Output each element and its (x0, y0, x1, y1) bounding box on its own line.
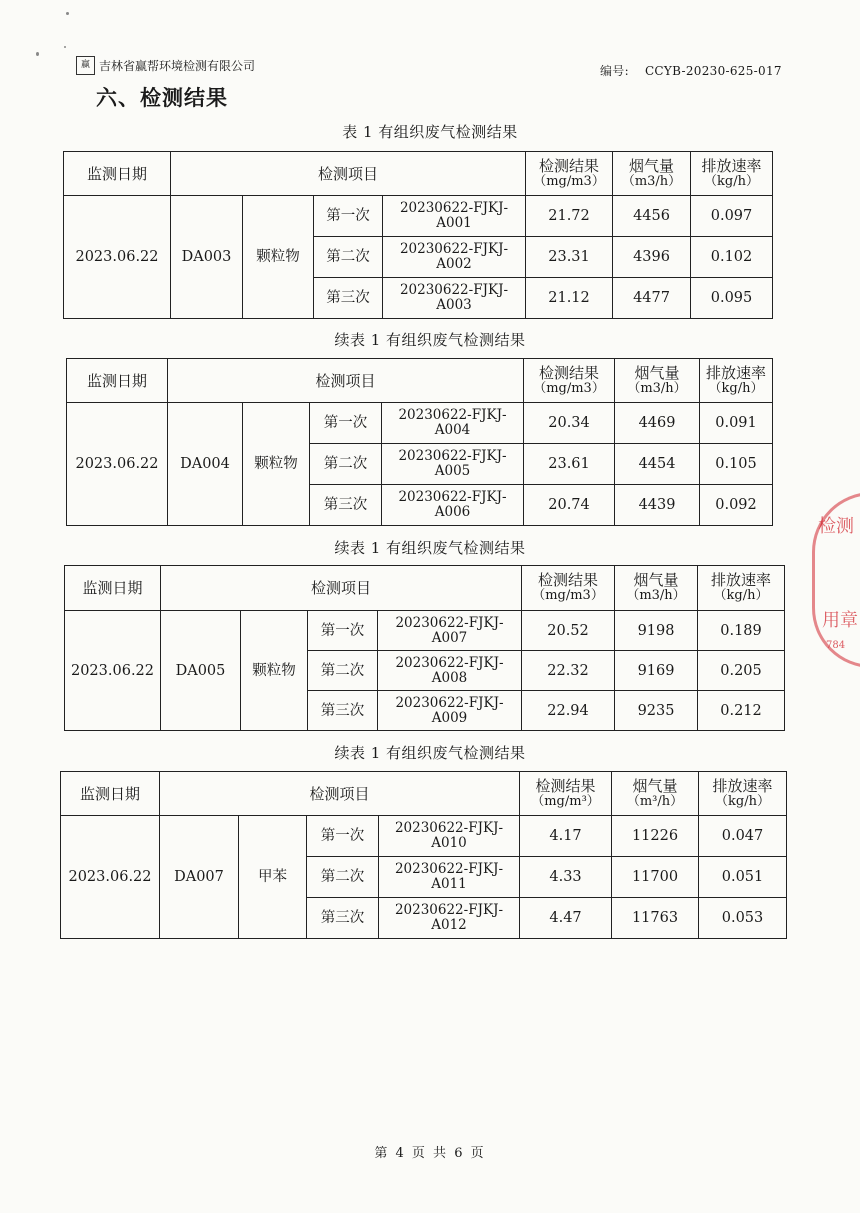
date-cell: 2023.06.22 (67, 403, 168, 526)
sample-id-cell: 20230622-FJKJ- A005 (382, 444, 524, 485)
rate-cell: 0.102 (691, 237, 773, 278)
date-cell: 2023.06.22 (64, 196, 171, 319)
header-date: 监测日期 (65, 566, 161, 611)
stamp-text-bottom: 用章 (822, 610, 858, 631)
rate-cell: 0.047 (699, 816, 787, 857)
rate-cell: 0.051 (699, 857, 787, 898)
flow-cell: 11763 (612, 898, 699, 939)
sample-id-cell: 20230622-FJKJ- A001 (383, 196, 526, 237)
round-cell: 第二次 (310, 444, 382, 485)
header-date: 监测日期 (64, 152, 171, 196)
round-cell: 第一次 (308, 611, 378, 651)
header-flow: 烟气量 （m3/h） (613, 152, 691, 196)
header-flow: 烟气量 （m³/h） (612, 772, 699, 816)
round-cell: 第三次 (314, 278, 383, 319)
sample-id-cell: 20230622-FJKJ- A003 (383, 278, 526, 319)
result-cell: 4.47 (520, 898, 612, 939)
table-caption: 续表 1 有组织废气检测结果 (334, 744, 526, 762)
table-caption: 表 1 有组织废气检测结果 (342, 123, 518, 141)
rate-cell: 0.212 (698, 691, 785, 731)
sample-id-cell: 20230622-FJKJ- A009 (378, 691, 522, 731)
date-cell: 2023.06.22 (65, 611, 161, 731)
header-date: 监测日期 (61, 772, 160, 816)
table-row (61, 816, 787, 857)
table-caption: 续表 1 有组织废气检测结果 (334, 331, 526, 349)
company-header (76, 56, 255, 75)
round-cell: 第一次 (307, 816, 379, 857)
header-result: 检测结果 （mg/m3） (526, 152, 613, 196)
rate-cell: 0.095 (691, 278, 773, 319)
round-cell: 第二次 (314, 237, 383, 278)
pollutant-cell: 颗粒物 (241, 611, 308, 731)
round-cell: 第三次 (310, 485, 382, 526)
rate-cell: 0.053 (699, 898, 787, 939)
outlet-cell: DA004 (168, 403, 243, 526)
results-table (63, 151, 773, 319)
header-result: 检测结果 （mg/m3） (522, 566, 615, 611)
code-value: CCYB-20230-625-017 (644, 64, 782, 78)
flow-cell: 11700 (612, 857, 699, 898)
header-item: 检测项目 (160, 772, 520, 816)
header-rate: 排放速率 （kg/h） (698, 566, 785, 611)
header-rate: 排放速率 （kg/h） (691, 152, 773, 196)
stamp-text-top: 检测 (818, 516, 854, 537)
flow-cell: 9235 (615, 691, 698, 731)
flow-cell: 4454 (615, 444, 700, 485)
company-name: 吉林省赢帮环境检测有限公司 (99, 59, 256, 73)
header-result: 检测结果 （mg/m³） (520, 772, 612, 816)
flow-cell: 9198 (615, 611, 698, 651)
round-cell: 第一次 (314, 196, 383, 237)
pollutant-cell: 颗粒物 (243, 196, 314, 319)
round-cell: 第三次 (307, 898, 379, 939)
rate-cell: 0.091 (700, 403, 773, 444)
result-cell: 22.32 (522, 651, 615, 691)
result-cell: 20.74 (524, 485, 615, 526)
company-logo-icon: 赢 (76, 56, 95, 75)
rate-cell: 0.092 (700, 485, 773, 526)
round-cell: 第三次 (308, 691, 378, 731)
outlet-cell: DA005 (161, 611, 241, 731)
sample-id-cell: 20230622-FJKJ- A002 (383, 237, 526, 278)
outlet-cell: DA003 (171, 196, 243, 319)
rate-cell: 0.105 (700, 444, 773, 485)
flow-cell: 4456 (613, 196, 691, 237)
header-item: 检测项目 (168, 359, 524, 403)
header-result: 检测结果 （mg/m3） (524, 359, 615, 403)
header-item: 检测项目 (161, 566, 522, 611)
header-item: 检测项目 (171, 152, 526, 196)
date-cell: 2023.06.22 (61, 816, 160, 939)
code-label: 编号: (600, 64, 629, 78)
result-cell: 20.34 (524, 403, 615, 444)
section-title: 六、检测结果 (96, 85, 228, 110)
table-row (64, 196, 773, 237)
results-table (64, 565, 785, 731)
round-cell: 第一次 (310, 403, 382, 444)
scan-speck (66, 12, 69, 15)
flow-cell: 11226 (612, 816, 699, 857)
outlet-cell: DA007 (160, 816, 239, 939)
result-cell: 23.31 (526, 237, 613, 278)
sample-id-cell: 20230622-FJKJ- A010 (379, 816, 520, 857)
results-table (60, 771, 787, 939)
round-cell: 第二次 (307, 857, 379, 898)
flow-cell: 9169 (615, 651, 698, 691)
scan-speck (36, 52, 39, 56)
result-cell: 4.17 (520, 816, 612, 857)
table-row (67, 403, 773, 444)
table-row (65, 611, 785, 651)
sample-id-cell: 20230622-FJKJ- A004 (382, 403, 524, 444)
flow-cell: 4469 (615, 403, 700, 444)
document-code (600, 62, 782, 79)
header-rate: 排放速率 （kg/h） (700, 359, 773, 403)
sample-id-cell: 20230622-FJKJ- A007 (378, 611, 522, 651)
result-cell: 4.33 (520, 857, 612, 898)
pollutant-cell: 甲苯 (239, 816, 307, 939)
rate-cell: 0.189 (698, 611, 785, 651)
header-date: 监测日期 (67, 359, 168, 403)
scan-speck (64, 46, 66, 48)
sample-id-cell: 20230622-FJKJ- A011 (379, 857, 520, 898)
sample-id-cell: 20230622-FJKJ- A008 (378, 651, 522, 691)
result-cell: 23.61 (524, 444, 615, 485)
header-flow: 烟气量 （m3/h） (615, 566, 698, 611)
stamp-number: 784 (826, 640, 846, 651)
page-footer: 第 4 页 共 6 页 (374, 1146, 486, 1161)
sample-id-cell: 20230622-FJKJ- A012 (379, 898, 520, 939)
round-cell: 第二次 (308, 651, 378, 691)
pollutant-cell: 颗粒物 (243, 403, 310, 526)
flow-cell: 4396 (613, 237, 691, 278)
result-cell: 21.72 (526, 196, 613, 237)
result-cell: 20.52 (522, 611, 615, 651)
table-caption: 续表 1 有组织废气检测结果 (334, 539, 526, 557)
result-cell: 21.12 (526, 278, 613, 319)
flow-cell: 4477 (613, 278, 691, 319)
flow-cell: 4439 (615, 485, 700, 526)
header-rate: 排放速率 （kg/h） (699, 772, 787, 816)
result-cell: 22.94 (522, 691, 615, 731)
results-table (66, 358, 773, 526)
rate-cell: 0.097 (691, 196, 773, 237)
sample-id-cell: 20230622-FJKJ- A006 (382, 485, 524, 526)
rate-cell: 0.205 (698, 651, 785, 691)
header-flow: 烟气量 （m3/h） (615, 359, 700, 403)
